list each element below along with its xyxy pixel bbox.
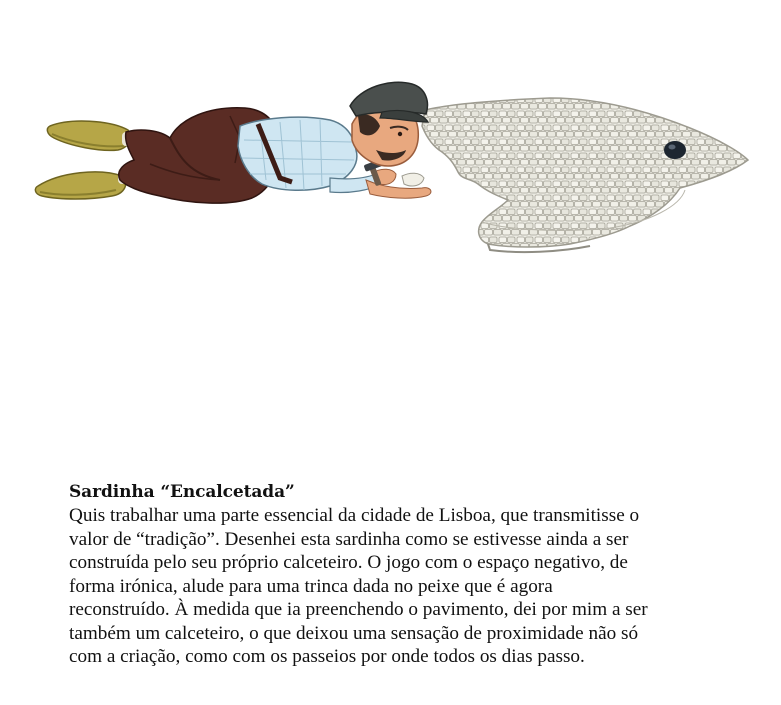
caption-line: Quis trabalhar uma parte essencial da cidade de Lisboa, que transmitisse o bbox=[69, 505, 640, 526]
caption-title: Sardinha “Encalcetada” bbox=[69, 482, 295, 502]
calceteiro-sardine-illustration bbox=[30, 68, 760, 258]
cobblestone-sardine bbox=[422, 98, 748, 252]
caption-body bbox=[69, 504, 729, 669]
caption-line: forma irónica, alude para uma trinca dada no peixe que é agora bbox=[69, 575, 553, 597]
caption-line: valor de “tradição”. Desenhei esta sardinha como se estivesse ainda a ser bbox=[69, 528, 629, 550]
caption-line: com a criação, como com os passeios por onde todos os dias passo. bbox=[69, 646, 585, 667]
shoes bbox=[35, 121, 140, 199]
caption-line: construída pelo seu próprio calceteiro. O jogo com o espaço negativo, de bbox=[69, 552, 628, 573]
caption bbox=[69, 480, 729, 669]
caption-line: reconstruído. À medida que ia preenchendo o pavimento, dei por mim a ser bbox=[69, 599, 648, 620]
caption-line: também um calceteiro, o que deixou uma sensação de proximidade não só bbox=[69, 622, 639, 644]
sardine-eye-stone bbox=[664, 141, 686, 159]
